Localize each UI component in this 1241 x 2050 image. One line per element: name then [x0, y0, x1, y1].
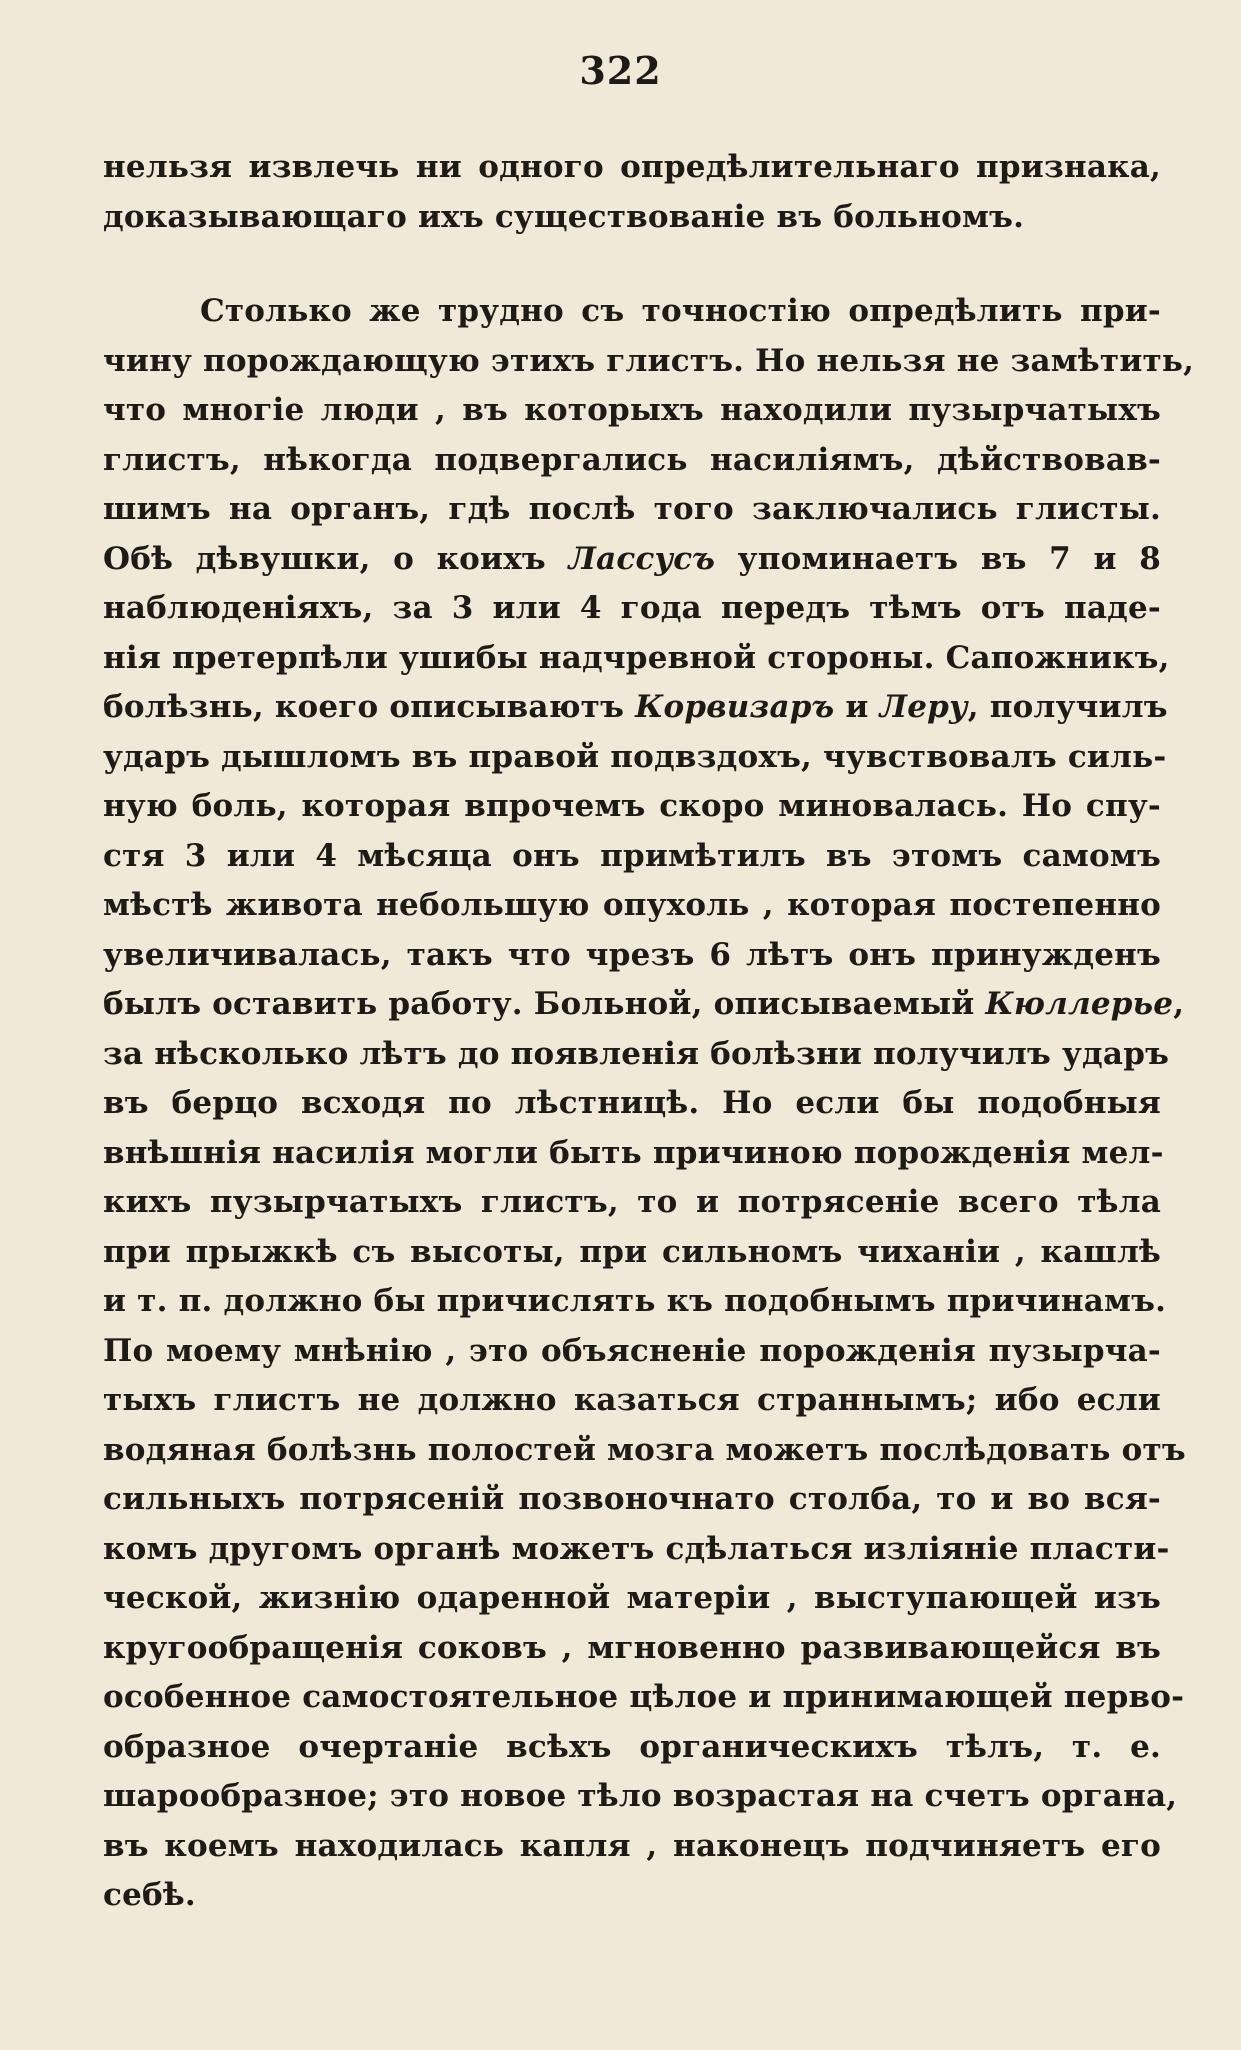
text-line: и т. п. должно бы причислять къ подобнымъ причинамъ. [103, 1283, 1167, 1319]
text-line: водяная болѣзнь полостей мозга можетъ послѣдовать отъ [103, 1431, 1186, 1468]
text-segment: , [1173, 986, 1185, 1022]
text-segment: Обѣ дѣвушки, о коихъ [103, 540, 569, 577]
text-line: кругообращенія соковъ , мгновенно развивающейся въ [103, 1629, 1161, 1666]
text-line [103, 535, 1161, 585]
text-line: Столько же трудно съ точностію опредѣлить при- [200, 293, 1161, 329]
text-line [103, 683, 1168, 733]
text-line: мѣстѣ живота небольшую опухоль , которая постепенно [103, 887, 1161, 923]
cited-author-name: Кюллерье [985, 986, 1174, 1022]
text-line: увеличивалась, такъ что чрезъ 6 лѣтъ онъ принужденъ [103, 936, 1161, 973]
text-line: ную боль, которая впрочемъ скоро миновалась. Но спу- [103, 788, 1161, 824]
text-segment: упоминаетъ въ 7 и 8 [715, 540, 1161, 577]
text-line: за нѣсколько лѣтъ до появленія болѣзни получилъ ударъ [103, 1035, 1170, 1072]
text-line: По моему мнѣнію , это объясненіе порожденія пузырча- [103, 1332, 1161, 1369]
text-line: глистъ, нѣкогда подвергались насиліямъ, дѣйствовав- [103, 441, 1161, 478]
text-line: сильныхъ потрясеній позвоночнато столба, то и во вся- [103, 1481, 1161, 1517]
text-line: образное очертаніе всѣхъ органическихъ тѣлъ, т. е. [103, 1728, 1161, 1765]
text-line: комъ другомъ органѣ можетъ сдѣлаться изліяніе пласти- [103, 1530, 1170, 1567]
text-segment: , получилъ [967, 689, 1168, 725]
cited-author-name: Лассусъ [568, 540, 716, 577]
text-line: внѣшнія насилія могли быть причиною порожденія мел- [103, 1134, 1164, 1171]
text-line: шарообразное; это новое тѣло возрастая на счетъ органа, [103, 1778, 1178, 1814]
text-line: кихъ пузырчатыхъ глистъ, то и потрясеніе всего тѣла [103, 1184, 1161, 1220]
text-line: при прыжкѣ съ высоты, при сильномъ чиханіи , кашлѣ [103, 1233, 1161, 1270]
text-line: наблюденіяхъ, за 3 или 4 года передъ тѣмъ отъ паде- [103, 590, 1161, 626]
text-line: доказывающаго ихъ существованіе въ больномъ. [103, 198, 1025, 235]
text-line: ударъ дышломъ въ правой подвздохъ, чувствовалъ силь- [103, 738, 1167, 775]
text-line: ческой, жизнію одаренной матеріи , выступающей изъ [103, 1580, 1161, 1616]
text-line: шимъ на органъ, гдѣ послѣ того заключались глисты. [103, 491, 1161, 527]
text-line: въ берцо всходя по лѣстницѣ. Но если бы подобныя [103, 1085, 1161, 1121]
text-line [103, 980, 1185, 1030]
text-line: стя 3 или 4 мѣсяца онъ примѣтилъ въ этомъ самомъ [103, 837, 1161, 874]
cited-author-name: Корвизаръ [635, 689, 835, 725]
text-line: себѣ. [103, 1877, 196, 1913]
text-segment: былъ оставить работу. Больной, описываемый [103, 986, 986, 1022]
text-line: особенное самостоятельное цѣлое и принимающей перво- [103, 1679, 1185, 1715]
text-line: въ коемъ находилась капля , наконецъ подчиняетъ его [103, 1827, 1161, 1864]
text-segment: и [834, 689, 880, 725]
continuation-text [103, 143, 1161, 242]
text-line: тыхъ глистъ не должно казаться страннымъ; ибо если [103, 1382, 1161, 1418]
main-paragraph [103, 287, 1195, 1921]
page-number: 322 [579, 48, 662, 93]
text-segment: болѣзнь, коего описываютъ [103, 689, 636, 725]
cited-author-name: Леру [879, 689, 968, 725]
text-line: чину порождающую этихъ глистъ. Но нельзя не замѣтить, [103, 342, 1195, 379]
text-line: нія претерпѣли ушибы надчревной стороны. Сапожникъ, [103, 639, 1170, 676]
text-line: что многіе люди , въ которыхъ находили пузырчатыхъ [103, 392, 1161, 428]
text-line: нельзя извлечь ни одного опредѣлительнаго признака, [103, 149, 1161, 185]
